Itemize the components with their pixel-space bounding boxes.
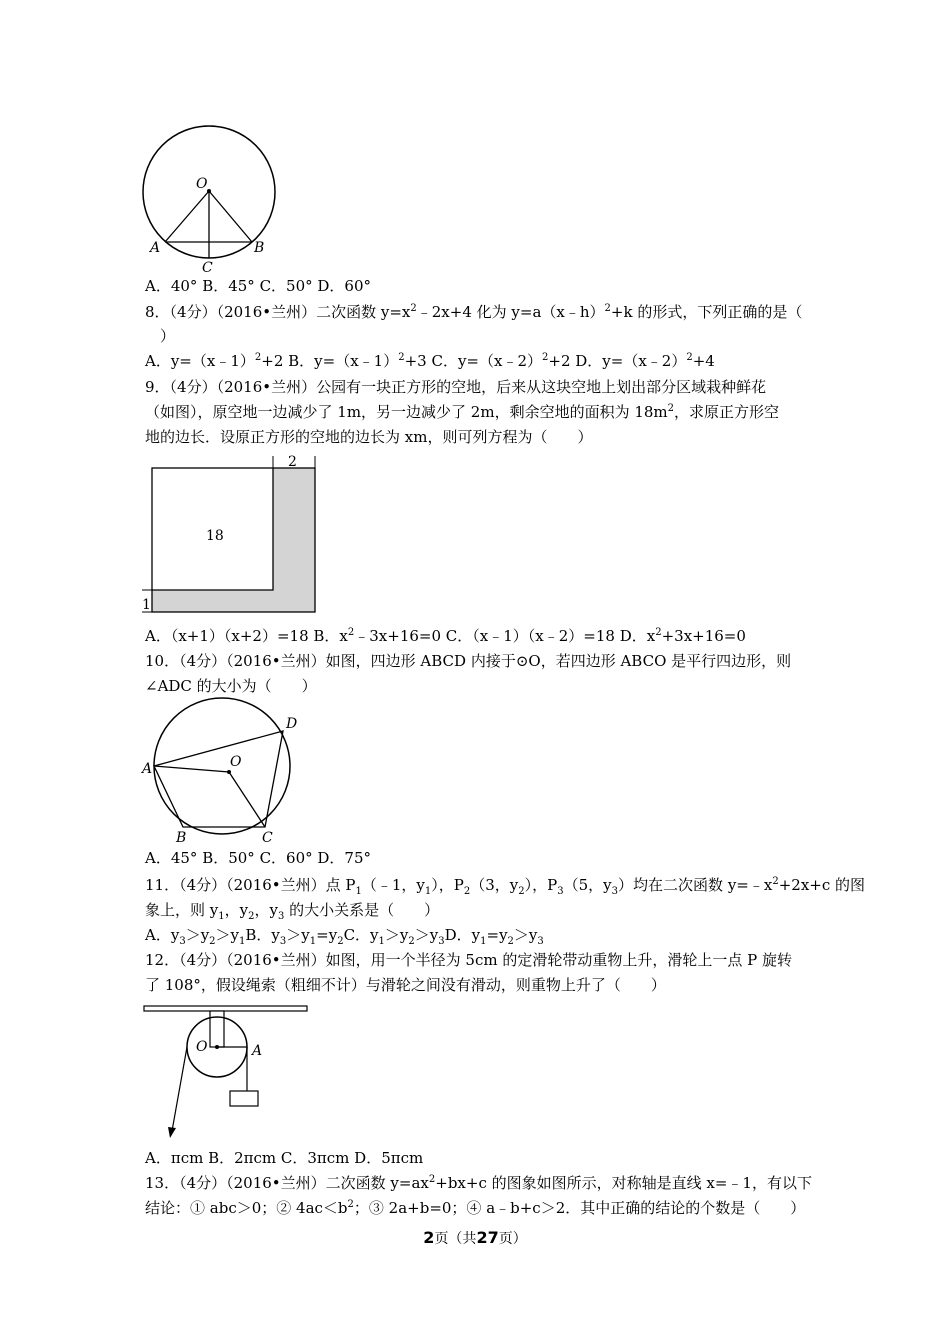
total-pages: 27 (476, 1228, 499, 1247)
q7-circle-figure (140, 125, 280, 275)
q12-options: A．πcm B．2πcm C．3πcm D．5πcm (145, 1149, 424, 1167)
q9-label-two: 2 (288, 454, 297, 470)
q9-question-line3: 地的边长．设原正方形的空地的边长为 xm，则可列方程为（ ） (145, 428, 593, 446)
q7-label-a: A (150, 240, 161, 256)
q10-label-a: A (142, 761, 153, 777)
q9-question-line2: （如图），原空地一边减少了 1m，另一边减少了 2m，剩余空地的面积为 $18m^2$，求原正方形空 (145, 403, 780, 421)
page-footer: 2页（共27页） (423, 1228, 527, 1247)
page-number: 2 (423, 1228, 435, 1247)
q9-options: A．（x+1）（x+2）=18 B．$x^2﹣3x+16=0$ C．（x﹣1）（x﹣2）=18 D．$x^2+3x+16=0$ (145, 627, 746, 645)
q10-label-o: O (230, 754, 242, 770)
q10-question-line1: 10．（4分）（2016•兰州）如图，四边形 ABCD 内接于⊙O，若四边形 ABCO 是平行四边形，则 (145, 652, 792, 670)
q10-options: A．45° B．50° C．60° D．75° (145, 849, 372, 867)
q9-label-area: 18 (206, 528, 224, 544)
q12-pulley-figure (140, 1003, 315, 1143)
q7-label-o: O (196, 176, 208, 192)
q8-question-line2: ） (160, 327, 176, 345)
q10-label-d: D (286, 716, 298, 732)
q11-question-line1: 11．（4分）（2016•兰州）点 $P_1(﹣1$，$y_1$），$P_2(3$，$y_2$），$P_3(5$，$y_3$）均在二次函数 $y=﹣x^2+2x+c$ 的图 (145, 876, 866, 897)
q8-options: A．y=（x﹣1）$^2$+2 B．y=（x﹣1）$^2$+3 C．y=（x﹣2）$^2$+2 D．y=（x﹣2）$^2$+4 (145, 352, 715, 370)
q13-question-line1: 13．（4分）（2016•兰州）二次函数 $y=ax^2+bx+c$ 的图象如图所示，对称轴是直线 x=﹣1，有以下 (145, 1174, 812, 1192)
q8-question-line1: 8．（4分）（2016•兰州）二次函数 $y=x^2﹣2x+4$ 化为 y=a（x﹣h）$^2$+k 的形式，下列正确的是（ (145, 303, 803, 321)
q9-label-one: 1 (142, 597, 151, 613)
q11-options: A．$y_3>y_2>y_1B$．$y_3>y_1=y_2C$．$y_1>y_2>y_3D$．$y_1=y_2>y_3$ (145, 926, 544, 947)
q7-label-c: C (202, 260, 213, 276)
q10-circle-figure (140, 700, 310, 845)
q9-question-line1: 9．（4分）（2016•兰州）公园有一块正方形的空地，后来从这块空地上划出部分区域栽种鲜花 (145, 378, 767, 396)
q7-label-b: B (254, 240, 265, 256)
q13-question-line2: 结论：① abc＞0；② $4ac<b^2$；③ 2a+b=0；④ a﹣b+c＞2．其中正确的结论的个数是（ ） (145, 1199, 806, 1217)
q7-options: A．40° B．45° C．50° D．60° (145, 277, 372, 295)
q12-question-line1: 12．（4分）（2016•兰州）如图，用一个半径为 5cm 的定滑轮带动重物上升，滑轮上一点 P 旋转 (145, 951, 792, 969)
q11-question-line2: 象上，则 $y_1$，$y_2$，$y_3$ 的大小关系是（ ） (145, 901, 440, 922)
q12-label-a: A (252, 1043, 263, 1059)
q10-question-line2: ∠ADC 的大小为（ ） (145, 677, 317, 695)
q9-square-figure (140, 452, 325, 617)
q10-label-c: C (262, 830, 273, 846)
q12-question-line2: 了 108°，假设绳索（粗细不计）与滑轮之间没有滑动，则重物上升了（ ） (145, 976, 666, 994)
q10-circle (154, 698, 290, 834)
q12-label-o: O (196, 1039, 208, 1055)
q10-label-b: B (176, 830, 187, 846)
